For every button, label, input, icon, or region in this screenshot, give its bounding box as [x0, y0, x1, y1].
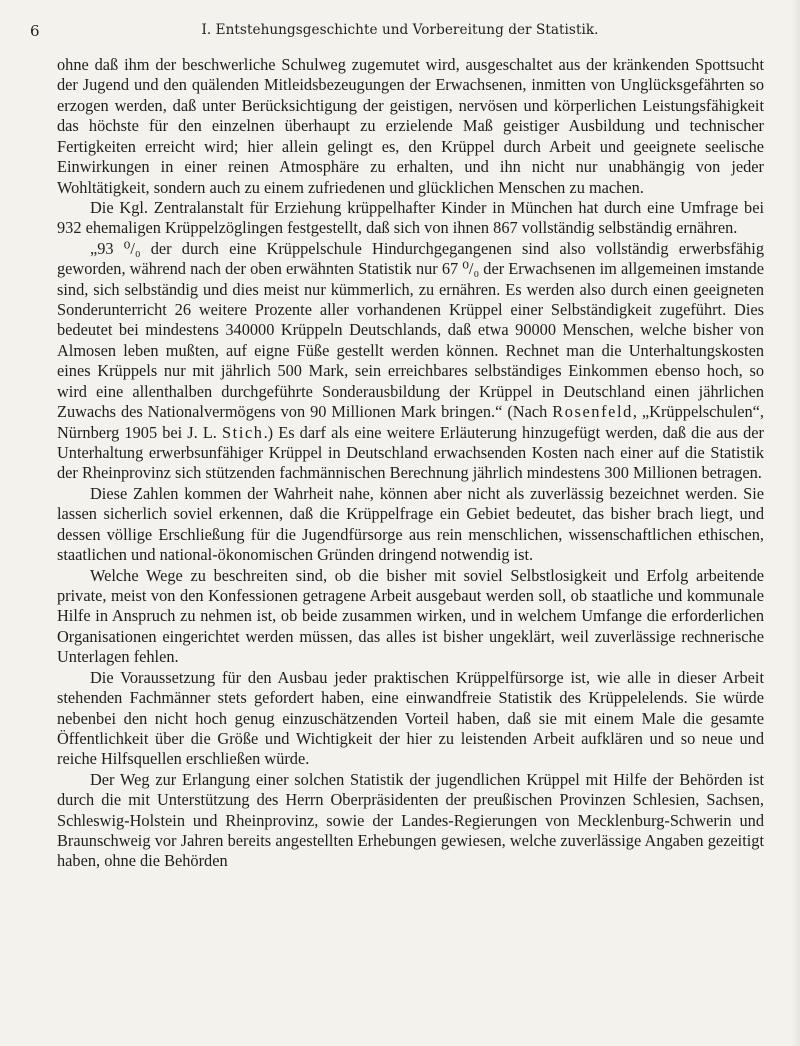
paragraph-1: ohne daß ihm der beschwerliche Schulweg zugemutet wird, ausgeschaltet aus der kränkenden Spottsucht der Jugend und den quälenden Mitleidsbezeugungen der Erwachsenen, inmitten von Unglücksgefährten so erzogen werden, daß unter Berücksichtigung der geistigen, nervösen und körperlichen Leistungsfähigkeit das höchste für den einzelnen überhaupt zu erzielende Maß geistiger Ausbildung und technischer Fertigkeiten erreicht wird; hier allein gelingt es, den Krüppel durch Arbeit und geeignete seelische Einwirkungen in einer reinen Atmosphäre zu erhalten, und ihn nicht nur unabhängig von jeder Wohltätigkeit, sondern auch zu einem zufriedenen und glücklichen Menschen zu machen.	[57, 55, 764, 197]
paragraph-3-text-mid: , „Krüppelschulen“, Nürnberg 1905 bei J. L.	[57, 402, 764, 442]
author-stich: Stich	[221, 422, 264, 442]
paragraph-4: Diese Zahlen kommen der Wahrheit nahe, können aber nicht als zuverlässig bezeichnet werden. Sie lassen sicherlich soviel erkennen, daß die Krüppelfrage ein Gebiet bedeutet, das bisher brach liegt, und dessen völlige Erschließung für die Jugendfürsorge aus rein menschlichen, wissenschaftlichen ethischen, staatlichen und national-ökonomischen Gründen dringend notwendig ist.	[57, 483, 764, 565]
paragraph-6: Die Voraussetzung für den Ausbau jeder praktischen Krüppelfürsorge ist, wie alle in dieser Arbeit stehenden Fachmänner stets gefordert haben, eine einwandfreie Statistik des Krüppelelends. Sie würde nebenbei den nicht hoch genug einzuschätzenden Vorteil haben, daß sie mit einem Male die gesamte Öffentlichkeit über die Größe und Wichtigkeit der hier zu leistenden Arbeit aufklären und so neue und reiche Hilfsquellen erschließen würde.	[57, 667, 764, 769]
paragraph-3-text-before: „93 ⁰/₀ der durch eine Krüppelschule Hindurchgegangenen sind also vollständig erwerbsfähig geworden, während nach der oben erwähnten Statistik nur 67 ⁰/₀ der Erwachsenen im allgemeinen imstande sind, sich selbständig und dies meist nur kümmerlich, zu ernähren. Es werden also durch einen geeigneten Sonderunterricht 26 weitere Prozente aller vorhandenen Krüppel einer Selbständigkeit zugeführt. Dies bedeutet bei mindestens 340000 Krüppeln Deutschlands, daß etwa 90000 Menschen, welche bisher von Almosen leben mußten, auf eigne Füße gestellt werden können. Rechnet man die Unterhaltungskosten eines Krüppels nur mit jährlich 500 Mark, sein erreichbares selbständiges Einkommen ebenso hoch, so wird eine allenthalben durchgeführte Sonderausbildung der Krüppel in Deutschland einen jährlichen Zuwachs des Nationalvermögens von 90 Millionen Mark bringen.“ (Nach	[57, 238, 764, 422]
page-number: 6	[30, 22, 40, 40]
author-rosenfeld: Rosenfeld	[552, 402, 633, 422]
paragraph-2: Die Kgl. Zentralanstalt für Erziehung krüppelhafter Kinder in München hat durch eine Umfrage bei 932 ehemaligen Krüppelzöglingen festgestellt, daß sich von ihnen 867 vollständig selbständig ernähren.	[57, 197, 764, 238]
paragraph-3	[57, 239, 764, 484]
paragraph-7: Der Weg zur Erlangung einer solchen Statistik der jugendlichen Krüppel mit Hilfe der Behörden ist durch die mit Unterstützung des Herrn Oberpräsidenten der preußischen Provinzen Schlesien, Sachsen, Schleswig-Holstein und Rheinprovinz, sowie der Landes-Regierungen von Mecklenburg-Schwerin und Braunschweig vor Jahren bereits angestellten Erhebungen gewiesen, welche zuverlässige Angaben gezeitigt haben, ohne die Behörden	[57, 769, 764, 871]
paragraph-3-text-after: .) Es darf als eine weitere Erläuterung hinzugefügt werden, daß die aus der Unterhaltung erwerbsunfähiger Krüppel in Deutschland erwachsenden Kosten nach einer auf die Statistik der Rheinprovinz sich stützenden fachmännischen Berechnung jährlich mindestens 300 Millionen betragen.	[57, 422, 764, 483]
body-text	[57, 55, 764, 872]
running-head	[30, 22, 770, 44]
page-edge-shadow	[792, 0, 800, 1046]
paragraph-5: Welche Wege zu beschreiten sind, ob die bisher mit soviel Selbstlosigkeit und Erfolg arbeitende private, meist von den Konfessionen getragene Arbeit ausgebaut werden soll, ob staatliche und kommunale Hilfe in Anspruch zu nehmen ist, ob beide zusammen wirken, und in welchem Umfange die erforderlichen Organisationen eingerichtet werden müssen, das alles ist bisher ungeklärt, weil zuverlässige rechnerische Unterlagen fehlen.	[57, 565, 764, 667]
chapter-title: I. Entstehungsgeschichte und Vorbereitung der Statistik.	[201, 22, 599, 38]
